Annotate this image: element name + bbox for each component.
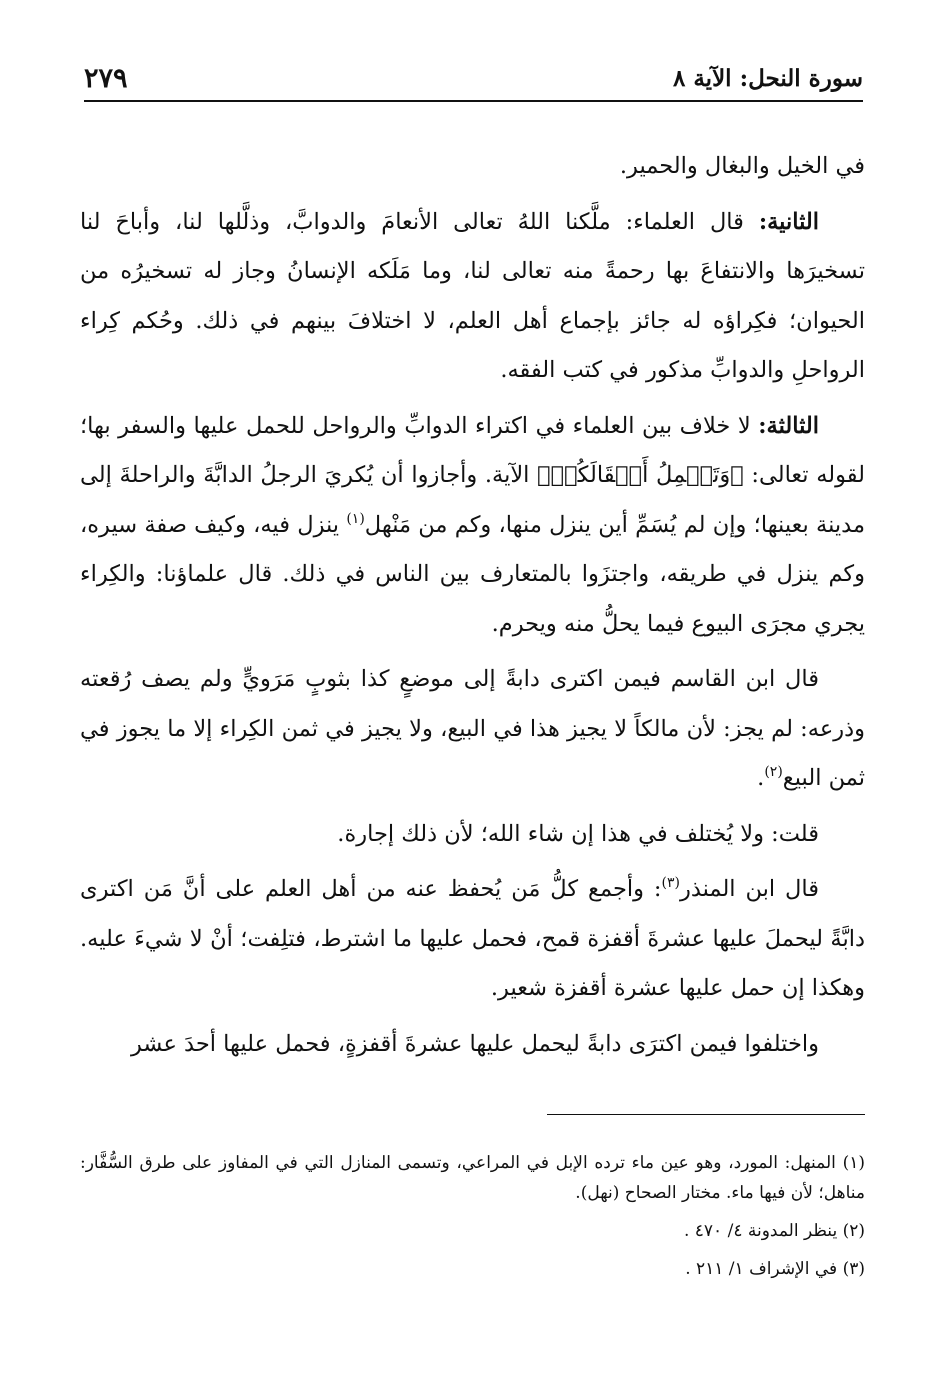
paragraph-third (80, 402, 865, 650)
paragraph-1-text: في الخيل والبغال والحمير. (619, 153, 865, 179)
footnote-ref-1[interactable]: (١) (346, 510, 365, 527)
paragraph-second-text: قال العلماء: ملَّكنا اللهُ تعالى الأنعامَ والدوابَّ، وذلَّلها لنا، وأباحَ لنا تسخيرَها والانتفاعَ بها رحمةً منه تعالى لنا، وما مَلَكه الإنسانُ وجاز له تسخيرُه من الحيوان؛ فكِراؤه له جائز بإجماع أهل العلم، لا اختلافَ بينهم في ذلك. وحُكم كِراء الرواحلِ والدوابِّ مذكور في كتب الفقه. (80, 208, 865, 383)
footnote-3: (٣) في الإشراف ١/ ٢١١ . (685, 1259, 865, 1279)
paragraph-third-lead: الثالثة: (758, 412, 819, 439)
paragraph-second (80, 198, 865, 396)
main-text (80, 142, 865, 1075)
paragraph-7-text: واختلفوا فيمن اكترَى دابةً ليحمل عليها عشرةَ أقفزةٍ، فحمل عليها أحدَ عشر (130, 1030, 819, 1057)
footnote-rule (547, 1114, 865, 1115)
footnote-ref-2[interactable]: (٢) (764, 764, 783, 780)
paragraph-6-text-a: قال ابن المنذر (679, 876, 819, 902)
paragraph-7 (80, 1020, 865, 1070)
paragraph-4 (80, 655, 865, 804)
paragraph-third-text-a: لا خلاف بين العلماء في اكتراء الدوابِّ والرواحل للحمل عليها والسفر بها؛ لقوله تعالى: ﴿وَتَحۡمِلُ أَثۡقَالَكُمۡ﴾ الآية. وأجازوا أن يُكريَ الرجلُ الدابَّةَ والراحلةَ إلى مدينة بعينها؛ وإن لم يُسَمِّ أين ينزل منها، وكم من مَنْهل (80, 412, 865, 538)
paragraph-1 (80, 142, 865, 192)
running-title: سورة النحل: الآية ٨ (672, 64, 863, 92)
paragraph-second-lead: الثانية: (758, 208, 819, 235)
paragraph-5 (80, 810, 865, 860)
paragraph-5-text: قلت: ولا يُختلف في هذا إن شاء الله؛ لأن ذلك إجارة. (337, 820, 819, 847)
footnote-2: (٢) ينظر المدونة ٤/ ٤٧٠ . (683, 1221, 865, 1241)
footnote-1: (١) المنهل: المورد، وهو عين ماء ترده الإبل في المراعي، وتسمى المنازل التي في المفاوز على طرق السُّفَّار: مناهل؛ لأن فيها ماء. مختار الصحاح (نهل). (80, 1153, 865, 1203)
header-rule (84, 100, 863, 102)
paragraph-6 (80, 865, 865, 1014)
page-number: ٢٧٩ (84, 62, 128, 94)
paragraph-4-text: قال ابن القاسم فيمن اكترى دابةً إلى موضعٍ كذا بثوبٍ مَرَويٍّ ولم يصف رُقعته وذرعه: لم يجز: لأن مالكاً لا يجيز هذا في البيع، ولا يجيز في ثمن الكِراء إلا ما يجوز في ثمن البيع (80, 666, 865, 791)
page-header (84, 58, 863, 98)
footnote-ref-3[interactable]: (٣) (661, 875, 680, 891)
paragraph-6-text-b: : وأجمع كلُّ مَن يُحفظ عنه من أهل العلم على أنَّ مَن اكترى دابَّةً ليحملَ عليها عشرةَ أقفزة قمح، فحمل عليها ما اشترط، فتلِفت؛ أنْ لا شيءَ عليه. وهكذا إن حمل عليها عشرة أقفزة شعير. (80, 876, 865, 1001)
paragraph-4-end: . (757, 765, 765, 791)
footnotes (80, 1148, 865, 1292)
paragraph-third-text-b: ينزل فيه، وكيف صفة سيره، وكم ينزل في طريقه، واجتزَوا بالمتعارف بين الناس في ذلك. قال علماؤنا: والكِراء يجري مجرَى البيوع فيما يحلُّ منه ويحرم. (80, 511, 865, 637)
